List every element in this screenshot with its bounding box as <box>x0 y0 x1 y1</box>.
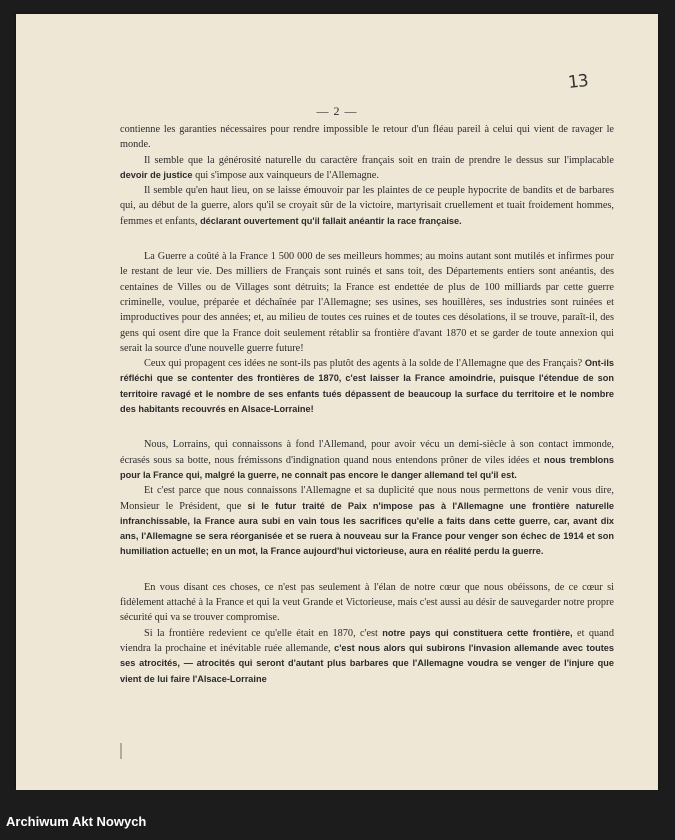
emphasis: si le futur traité de Paix n'impose pas à l'Allemagne une frontière naturelle infranchissable, la France aura subi en vain tous les sacrifices qu'elle a faits dans cette guerre, car, avant dix ans, l'Allemagne se sera réorganisée et se ruera à nouveau sur la France pour venger son échec de 1914 et son humiliation actuelle; en un mot, la France aujourd'hui victorieuse, aura en réalité perdu la guerre. <box>120 500 614 557</box>
paragraph: contienne les garanties nécessaires pour rendre impossible le retour d'un fléau pareil à celui qui vient de ravager le monde. <box>120 124 614 151</box>
paragraph: Il semble que la générosité naturelle du caractère français soit en train de prendre le dessus sur l'implacable devoir de justice qui s'impose aux vainqueurs de l'Allemagne. <box>120 154 614 181</box>
emphasis: devoir de justice <box>120 169 193 180</box>
letter-body <box>120 122 614 687</box>
emphasis: Ont-ils réfléchi que se contenter des frontières de 1870, c'est laisser la France amoindrie, puisque l'étendue de son territoire ravagé et le nombre de ses enfants tués dépassent de beaucoup la surface du territoire et le nombre des habitants recouvrés en Alsace-Lorraine! <box>120 358 614 415</box>
paragraph: Ceux qui propagent ces idées ne sont-ils pas plutôt des agents à la solde de l'Allemagne que des Français? Ont-ils réfléchi que se contenter des frontières de 1870, c'est laisser la France amoindrie, puisque l'étendue de son territoire ravagé et le nombre de ses enfants tués dépassent de beaucoup la surface du territoire et le nombre des habitants recouvrés en Alsace-Lorraine! <box>120 358 614 415</box>
paragraph: Si la frontière redevient ce qu'elle était en 1870, c'est notre pays qui constituera cette frontière, et quand viendra la prochaine et inévitable ruée allemande, c'est nous alors qui subirons l'invasion allemande avec toutes ses atrocités, — atrocités qui seront d'autant plus barbares que l'Allemagne voudra se venger de l'injure que vient de lui faire l'Alsace-Lorraine <box>120 627 614 684</box>
emphasis: notre pays qui constituera cette frontière, <box>382 627 573 638</box>
margin-mark <box>120 743 122 759</box>
paragraph: En vous disant ces choses, ce n'est pas seulement à l'élan de notre cœur que nous obéissons, de ce cœur si fidèlement attaché à la France et qui la veut Grande et Victorieuse, mais c'est aussi au désir de sauvegarder notre propre sécurité qui va se trouver compromise. <box>120 581 614 624</box>
paragraph: Nous, Lorrains, qui connaissons à fond l'Allemand, pour avoir vécu un demi-siècle à son contact immonde, écrasés sous sa botte, nous frémissons d'indignation quand nous entendons prôner de viles idées et nous tremblons pour la France qui, malgré la guerre, ne connaît pas encore le danger allemand tel qu'il est. <box>120 439 614 480</box>
emphasis: nous tremblons pour la France qui, malgré la guerre, ne connaît pas encore le danger allemand tel qu'il est. <box>120 454 614 480</box>
paragraph: Il semble qu'en haut lieu, on se laisse émouvoir par les plaintes de ce peuple hypocrite de bandits et de barbares qui, au début de la guerre, alors qu'il se croyait sûr de la victoire, martyrisait cruellement et tuait froidement hommes, femmes et enfants, déclarant ouvertement qu'il fallait anéantir la race française. <box>120 185 614 227</box>
paragraph: La Guerre a coûté à la France 1 500 000 de ses meilleurs hommes; au moins autant sont mutilés et infirmes pour le restant de leur vie. Des milliers de Français sont ruinés et sans toit, des Départements entiers sont anéantis, des centaines de Villes ou de Villages sont détruits; la France est endettée de plus de 100 milliards par cette guerre criminelle, voulue, préparée et déchaînée par l'Allemagne; ses usines, ses houillères, ses industries sont ruinées et improductives pour des années; et, au milieu de toutes ces ruines et de toutes ces désolations, il se trouve, paraît-il, des gens qui osent dire que la France doit seulement rétablir sa frontière d'avant 1870 et se garder de toute annexion qui serait la source d'une nouvelle guerre future! <box>120 251 614 354</box>
page-number: — 2 — <box>316 104 358 118</box>
archive-footer <box>0 790 675 840</box>
paragraph: Et c'est parce que nous connaissons l'Allemagne et sa duplicité que nous nous permettons de venir vous dire, Monsieur le Président, que si le futur traité de Paix n'impose pas à l'Allemagne une frontière naturelle infranchissable, la France aura subi en vain tous les sacrifices qu'elle a faits dans cette guerre, car, avant dix ans, l'Allemagne se sera réorganisée et se ruera à nouveau sur la France pour venger son échec de 1914 et son humiliation actuelle; en un mot, la France aujourd'hui victorieuse, aura en réalité perdu la guerre. <box>120 485 614 557</box>
emphasis: c'est nous alors qui subirons l'invasion allemande avec toutes ses atrocités, — atrocités qui seront d'autant plus barbares que l'Allemagne voudra se venger de l'injure que vient de lui faire l'Alsace-Lorraine <box>120 642 614 684</box>
archive-label: Archiwum Akt Nowych <box>6 814 147 829</box>
document-page <box>16 14 658 790</box>
emphasis: déclarant ouvertement qu'il fallait anéantir la race française. <box>200 215 462 226</box>
handwritten-page-number: 13 <box>567 71 589 93</box>
